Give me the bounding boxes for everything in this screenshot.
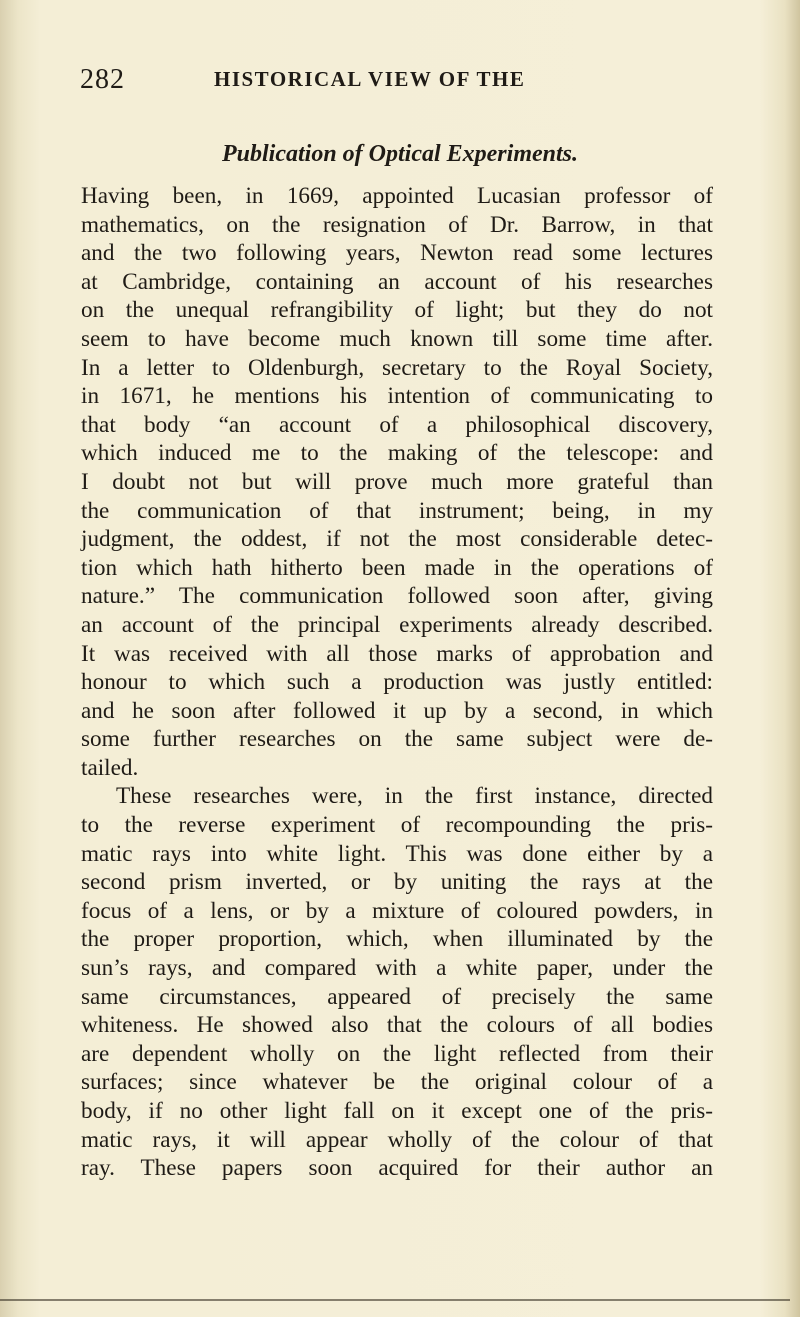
running-head: HISTORICAL VIEW OF THE <box>214 67 526 91</box>
text-line: tion which hath hitherto been made in the operations of <box>81 554 713 581</box>
text-line: the proper proportion, which, when illuminated by the <box>81 926 713 953</box>
text-line: body, if no other light fall on it except one of the pris- <box>81 1098 713 1124</box>
text-line: the communication of that instrument; being, in my <box>81 497 713 524</box>
text-line: some further researches on the same subject were de- <box>81 726 713 753</box>
text-line: same circumstances, appeared of precisely the same <box>81 983 713 1010</box>
text-line: sun’s rays, and compared with a white paper, under the <box>81 955 713 982</box>
text-line: seem to have become much known till some time after. <box>81 325 713 352</box>
text-line: at Cambridge, containing an account of his researches <box>81 268 713 295</box>
body-text <box>81 182 713 1183</box>
text-line: whiteness. He showed also that the colours of all bodies <box>81 1012 713 1039</box>
text-line: surfaces; since whatever be the original colour of a <box>81 1069 713 1096</box>
text-line: nature.” The communication followed soon after, giving <box>81 583 713 610</box>
text-line: ray. These papers soon acquired for their author an <box>81 1155 713 1182</box>
text-line: on the unequal refrangibility of light; but they do not <box>81 297 713 324</box>
text-line: and he soon after followed it up by a second, in which <box>81 697 713 724</box>
text-line: It was received with all those marks of approbation and <box>81 640 713 667</box>
text-line: honour to which such a production was justly entitled: <box>81 669 713 696</box>
text-line: matic rays, it will appear wholly of the colour of that <box>81 1126 713 1153</box>
text-line: tailed. <box>81 754 139 781</box>
text-line: are dependent wholly on the light reflected from their <box>81 1040 713 1067</box>
text-line: second prism inverted, or by uniting the rays at the <box>81 869 713 896</box>
page-number: 282 <box>80 64 125 95</box>
text-line: judgment, the oddest, if not the most considerable detec- <box>81 526 713 553</box>
text-line: and the two following years, Newton read some lectures <box>81 240 713 267</box>
text-line: These researches were, in the first instance, directed <box>116 783 713 810</box>
text-line: which induced me to the making of the telescope: and <box>81 440 713 467</box>
text-line: in 1671, he mentions his intention of communicating to <box>81 383 713 410</box>
text-line: In a letter to Oldenburgh, secretary to the Royal Society, <box>81 354 713 381</box>
text-line: focus of a lens, or by a mixture of coloured powders, in <box>81 897 713 924</box>
text-line: an account of the principal experiments already described. <box>81 611 713 638</box>
text-line: I doubt not but will prove much more grateful than <box>81 468 713 495</box>
text-line: mathematics, on the resignation of Dr. Barrow, in that <box>81 211 713 238</box>
text-line: that body “an account of a philosophical discovery, <box>81 411 713 438</box>
section-title: Publication of Optical Experiments. <box>221 141 578 167</box>
text-line: matic rays into white light. This was done either by a <box>81 840 713 867</box>
text-line: to the reverse experiment of recompounding the pris- <box>81 812 713 839</box>
page-edge-rule <box>0 1299 790 1301</box>
text-line: Having been, in 1669, appointed Lucasian professor of <box>81 183 713 209</box>
